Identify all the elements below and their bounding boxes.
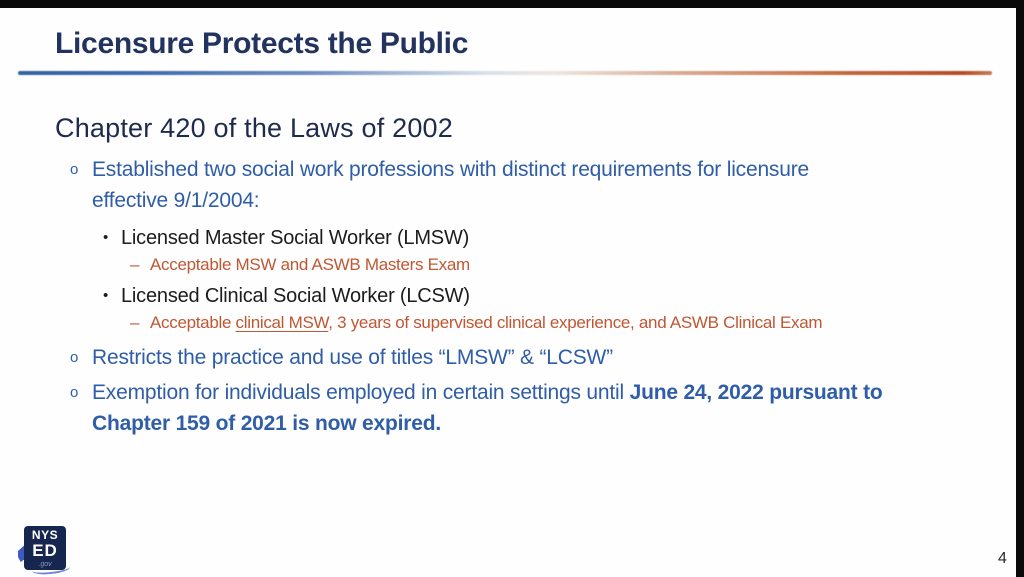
letterbox-right-bar xyxy=(1016,0,1024,577)
bullet-lcsw xyxy=(103,284,470,308)
dash-bullet-icon: – xyxy=(130,313,140,332)
bullet-exemption-text xyxy=(92,377,883,439)
circle-bullet-icon: o xyxy=(70,349,79,366)
bullet-exemption xyxy=(70,377,883,439)
exemption-line2-bold: Chapter 159 of 2021 is now expired. xyxy=(92,412,441,435)
circle-bullet-icon: o xyxy=(70,161,79,178)
bullet-lmsw-detail-text: Acceptable MSW and ASWB Masters Exam xyxy=(150,255,470,274)
exemption-line1-bold: June 24, 2022 pursuant to xyxy=(629,381,883,404)
nysed-logo-ed-text: ED xyxy=(32,540,58,560)
exemption-line1-regular: Exemption for individuals employed in certain settings until xyxy=(92,381,630,404)
page-number: 4 xyxy=(998,550,1007,567)
lcsw-detail-pre: Acceptable xyxy=(150,313,236,332)
circle-bullet-icon: o xyxy=(70,384,79,401)
nysed-logo-nys-text: NYS xyxy=(31,527,59,542)
bullet-established-text xyxy=(92,154,809,216)
bullet-lmsw-detail xyxy=(130,254,470,275)
bullet-established-line2: effective 9/1/2004: xyxy=(92,189,260,212)
dot-bullet-icon: • xyxy=(103,287,109,304)
bullet-lcsw-detail xyxy=(130,312,822,333)
nysed-logo xyxy=(18,524,72,574)
dot-bullet-icon: • xyxy=(103,229,109,246)
nysed-logo-gov-text: .gov xyxy=(38,560,52,568)
bullet-lcsw-detail-text xyxy=(150,312,822,333)
dash-bullet-icon: – xyxy=(130,255,140,274)
bullet-lmsw-label: Licensed Master Social Worker (LMSW) xyxy=(121,227,470,249)
bullet-restricts-text: Restricts the practice and use of titles “LMSW” & “LCSW” xyxy=(92,346,613,369)
section-heading: Chapter 420 of the Laws of 2002 xyxy=(55,113,453,143)
bullet-lcsw-label: Licensed Clinical Social Worker (LCSW) xyxy=(121,285,470,307)
bullet-lmsw xyxy=(103,226,469,250)
bullet-established-line1: Established two social work professions with distinct requirements for licensure xyxy=(92,158,809,181)
slide-title: Licensure Protects the Public xyxy=(55,27,469,60)
lcsw-detail-post: , 3 years of supervised clinical experience, and ASWB Clinical Exam xyxy=(328,313,823,332)
lcsw-detail-underlined: clinical MSW xyxy=(235,313,329,332)
bullet-restricts xyxy=(70,342,613,373)
title-divider-rule xyxy=(18,71,992,75)
bullet-established xyxy=(70,154,809,216)
letterbox-top-bar xyxy=(0,0,1024,8)
